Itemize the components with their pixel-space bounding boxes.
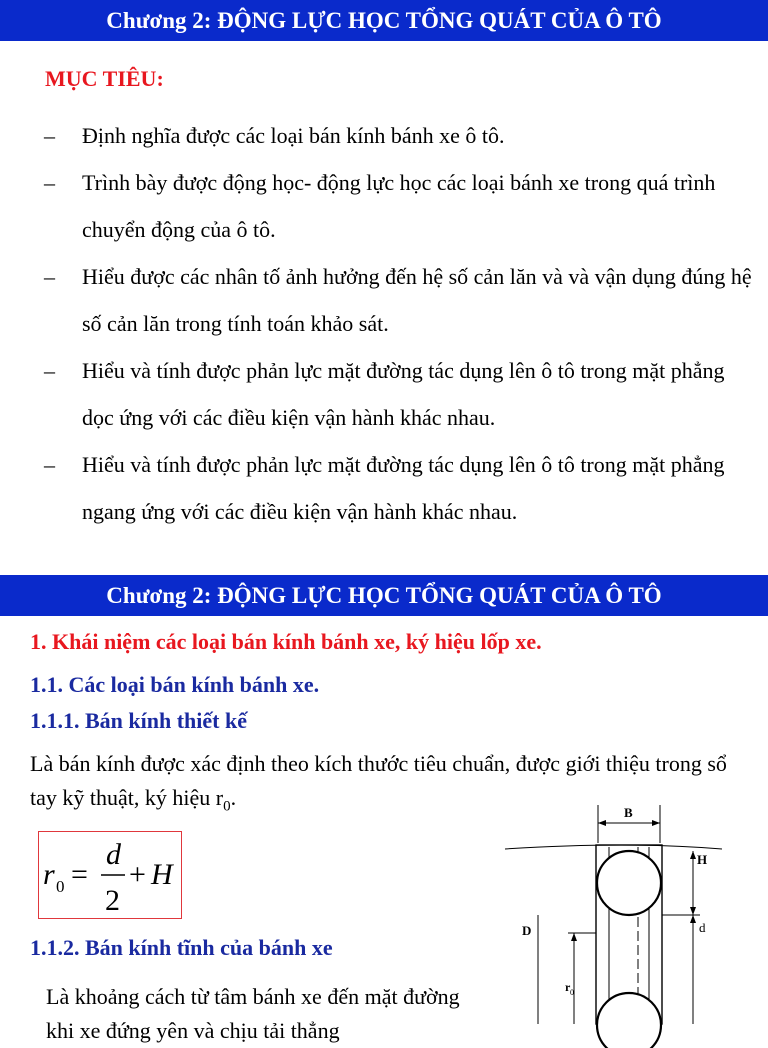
- slide-2-title: Chương 2: ĐỘNG LỰC HỌC TỔNG QUÁT CỦA Ô TÔ: [0, 575, 768, 616]
- objective-item: [0, 159, 768, 253]
- bullet-dash: –: [44, 170, 55, 195]
- objective-item: [0, 112, 768, 159]
- objective-text: Hiểu được các nhân tố ảnh hưởng đến hệ số cản lăn và và vận dụng đúng hệ số cản lăn trong tính toán khảo sát.: [82, 264, 752, 336]
- section-heading-1-1: 1.1. Các loại bán kính bánh xe.: [30, 672, 320, 697]
- bullet-dash: –: [44, 264, 55, 289]
- objective-text: Định nghĩa được các loại bán kính bánh xe ô tô.: [82, 123, 505, 148]
- label-D: D: [522, 923, 532, 938]
- formula-svg: [39, 832, 181, 918]
- objective-item: [0, 253, 768, 347]
- design-radius-formula: [38, 831, 182, 919]
- h-arrow-top: [690, 851, 696, 859]
- bullet-dash: –: [44, 358, 55, 383]
- label-H: H: [697, 852, 708, 867]
- objectives-heading: MỤC TIÊU:: [45, 66, 164, 91]
- d-arrow-top: [690, 915, 696, 923]
- formula-denominator: 2: [105, 884, 120, 917]
- objective-item: [0, 347, 768, 441]
- design-radius-text: Là bán kính được xác định theo kích thước tiêu chuẩn, được giới thiệu trong sổ tay kỹ thuật, ký hiệu r: [30, 751, 727, 810]
- formula-numerator: d: [106, 838, 121, 871]
- objective-text: Trình bày được động học- động lực học các loại bánh xe trong quá trình chuyển động của ô tô.: [82, 170, 716, 242]
- design-radius-subscript: 0: [223, 798, 231, 815]
- objectives-list: [0, 112, 768, 535]
- slide-1-title: Chương 2: ĐỘNG LỰC HỌC TỔNG QUÁT CỦA Ô TÔ: [0, 0, 768, 41]
- tire-profile-top: [597, 851, 661, 915]
- b-arrow-left: [598, 820, 606, 826]
- static-radius-paragraph: Là khoảng cách từ tâm bánh xe đến mặt đường khi xe đứng yên và chịu tải thẳng: [46, 984, 460, 1043]
- label-B: B: [624, 805, 633, 820]
- bullet-dash: –: [44, 123, 55, 148]
- objective-text: Hiểu và tính được phản lực mặt đường tác dụng lên ô tô trong mặt phẳng dọc ứng với các điều kiện vận hành khác nhau.: [82, 358, 725, 430]
- tire-diagram: [500, 803, 768, 1024]
- label-d: d: [699, 920, 706, 935]
- design-radius-period: .: [230, 785, 237, 810]
- label-r: r: [565, 980, 571, 994]
- objective-item: [0, 441, 768, 535]
- formula-equals: =: [71, 858, 88, 891]
- h-arrow-bottom: [690, 907, 696, 915]
- formula-r-subscript: 0: [56, 877, 65, 896]
- r0-arrow-top: [571, 933, 577, 941]
- label-r-subscript: 0: [570, 988, 574, 997]
- objective-text: Hiểu và tính được phản lực mặt đường tác dụng lên ô tô trong mặt phẳng ngang ứng với các điều kiện vận hành khác nhau.: [82, 452, 725, 524]
- slide-separator: [0, 560, 768, 575]
- formula-r: r: [43, 858, 55, 891]
- formula-plus: +: [129, 858, 146, 891]
- tire-diagram-svg: [500, 803, 768, 1024]
- section-heading-1-1-1: 1.1.1. Bán kính thiết kế: [30, 708, 247, 733]
- formula-H: H: [151, 858, 173, 891]
- bullet-dash: –: [44, 452, 55, 477]
- tire-profile-bottom: [597, 993, 661, 1048]
- section-heading-1-1-2: 1.1.2. Bán kính tĩnh của bánh xe: [30, 935, 333, 960]
- b-arrow-right: [652, 820, 660, 826]
- slide-2: [0, 575, 768, 1043]
- section-heading-1: 1. Khái niệm các loại bán kính bánh xe, ký hiệu lốp xe.: [30, 629, 542, 654]
